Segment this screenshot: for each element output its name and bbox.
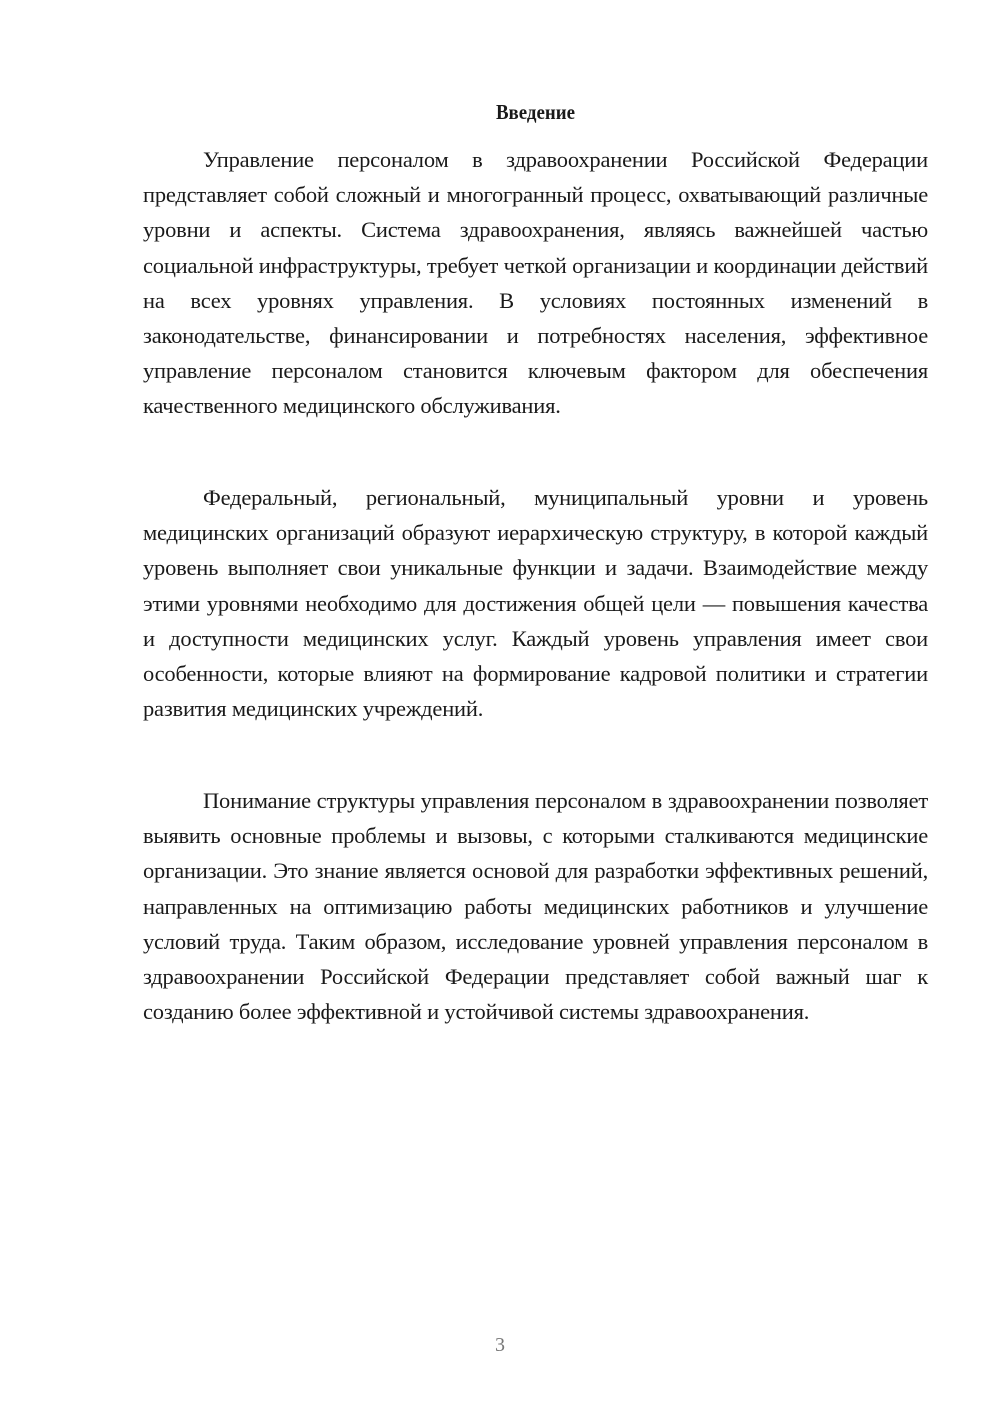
paragraph-3: Понимание структуры управления персоналом в здравоохранении позволяет выявить основные проблемы и вызовы, с которыми сталкиваются медицинские организации. Это знание является основой для разработки эффективных решений, направленных на оптимизацию работы медицинских работников и улучшение условий труда. Таким образом, исследование уровней управления персоналом в здравоохранении Российской Федерации представляет собой важный шаг к созданию более эффективной и устойчивой системы здравоохранения. <box>143 788 928 1025</box>
paragraph-1: Управление персоналом в здравоохранении Российской Федерации представляет собой сложный и многогранный процесс, охватывающий различные уровни и аспекты. Система здравоохранения, являясь важнейшей частью социальной инфраструктуры, требует четкой организации и координации действий на всех уровнях управления. В условиях постоянных изменений в законодательстве, финансировании и потребностях населения, эффективное управление персоналом становится ключевым фактором для обеспечения качественного медицинского обслуживания. <box>143 147 928 419</box>
paragraph-2: Федеральный, региональный, муниципальный уровни и уровень медицинских организаций образуют иерархическую структуру, в которой каждый уровень выполняет свои уникальные функции и задачи. Взаимодействие между этими уровнями необходимо для достижения общей цели — повышения качества и доступности медицинских услуг. Каждый уровень управления имеет свои особенности, которые влияют на формирование кадровой политики и стратегии развития медицинских учреждений. <box>143 485 928 722</box>
section-title: Введение <box>495 100 576 124</box>
page-number: 3 <box>495 1334 505 1356</box>
